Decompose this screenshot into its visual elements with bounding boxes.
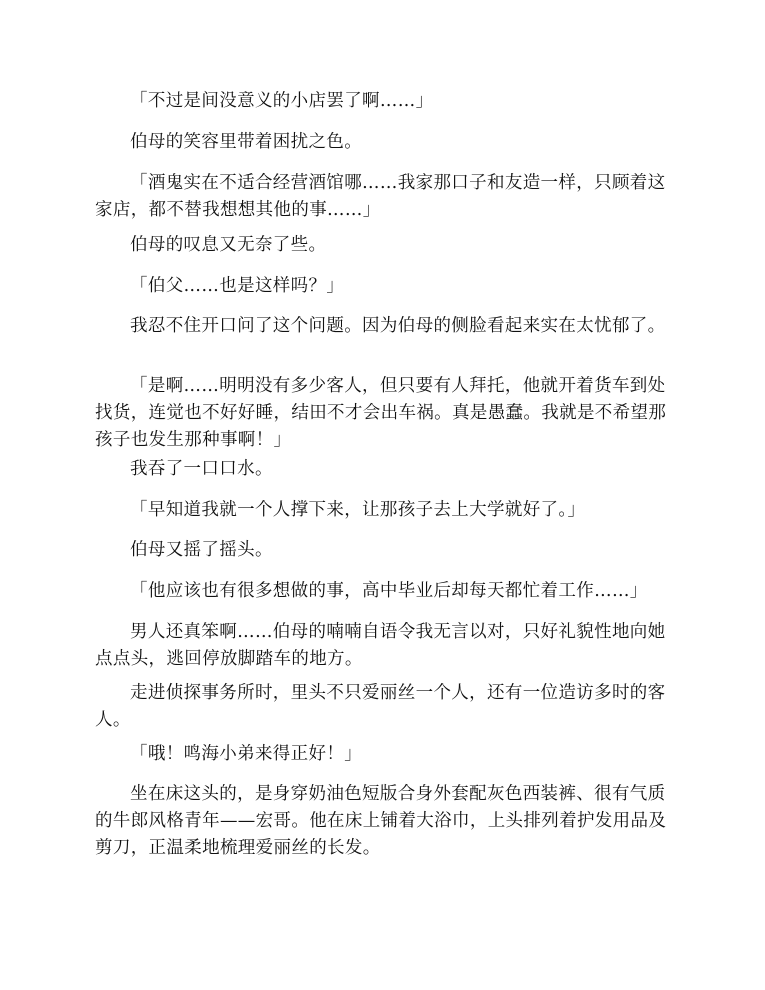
paragraph-13: 走进侦探事务所时，里头不只爱丽丝一个人，还有一位造访多时的客人。 — [95, 683, 666, 730]
paragraph-7: 「是啊……明明没有多少客人，但只要有人拜托，他就开着货车到处找货，连觉也不好好睡，结田不才会出车祸。真是愚蠢。我就是不希望那孩子也发生那种事啊！」 — [95, 376, 667, 450]
paragraph-11: 「他应该也有很多想做的事，高中毕业后却每天都忙着工作……」 — [130, 581, 648, 601]
paragraph-14: 「哦！鸣海小弟来得正好！」 — [130, 744, 363, 764]
paragraph-10: 伯母又摇了摇头。 — [130, 540, 273, 560]
paragraph-4: 伯母的叹息又无奈了些。 — [130, 235, 327, 255]
paragraph-6: 我忍不住开口问了这个问题。因为伯母的侧脸看起来实在太忧郁了。 — [130, 316, 666, 336]
paragraph-1: 「不过是间没意义的小店罢了啊……」 — [130, 91, 434, 111]
paragraph-15: 坐在床这头的，是身穿奶油色短版合身外套配灰色西装裤、很有气质的牛郎风格青年——宏哥。他在床上铺着大浴巾，上头排列着护发用品及剪刀，正温柔地梳理爱丽丝的长发。 — [95, 784, 667, 858]
paragraph-8: 我吞了一口口水。 — [130, 459, 273, 479]
paragraph-12: 男人还真笨啊……伯母的喃喃自语令我无言以对，只好礼貌性地向她点点头，逃回停放脚踏车的地方。 — [95, 622, 666, 669]
paragraph-5: 「伯父……也是这样吗？」 — [130, 276, 345, 296]
paragraph-9: 「早知道我就一个人撑下来，让那孩子去上大学就好了。」 — [130, 500, 586, 520]
paragraph-2: 伯母的笑容里带着困扰之色。 — [130, 132, 363, 152]
paragraph-3: 「酒鬼实在不适合经营酒馆哪……我家那口子和友造一样，只顾着这家店，都不替我想想其他的事……」 — [95, 173, 666, 220]
